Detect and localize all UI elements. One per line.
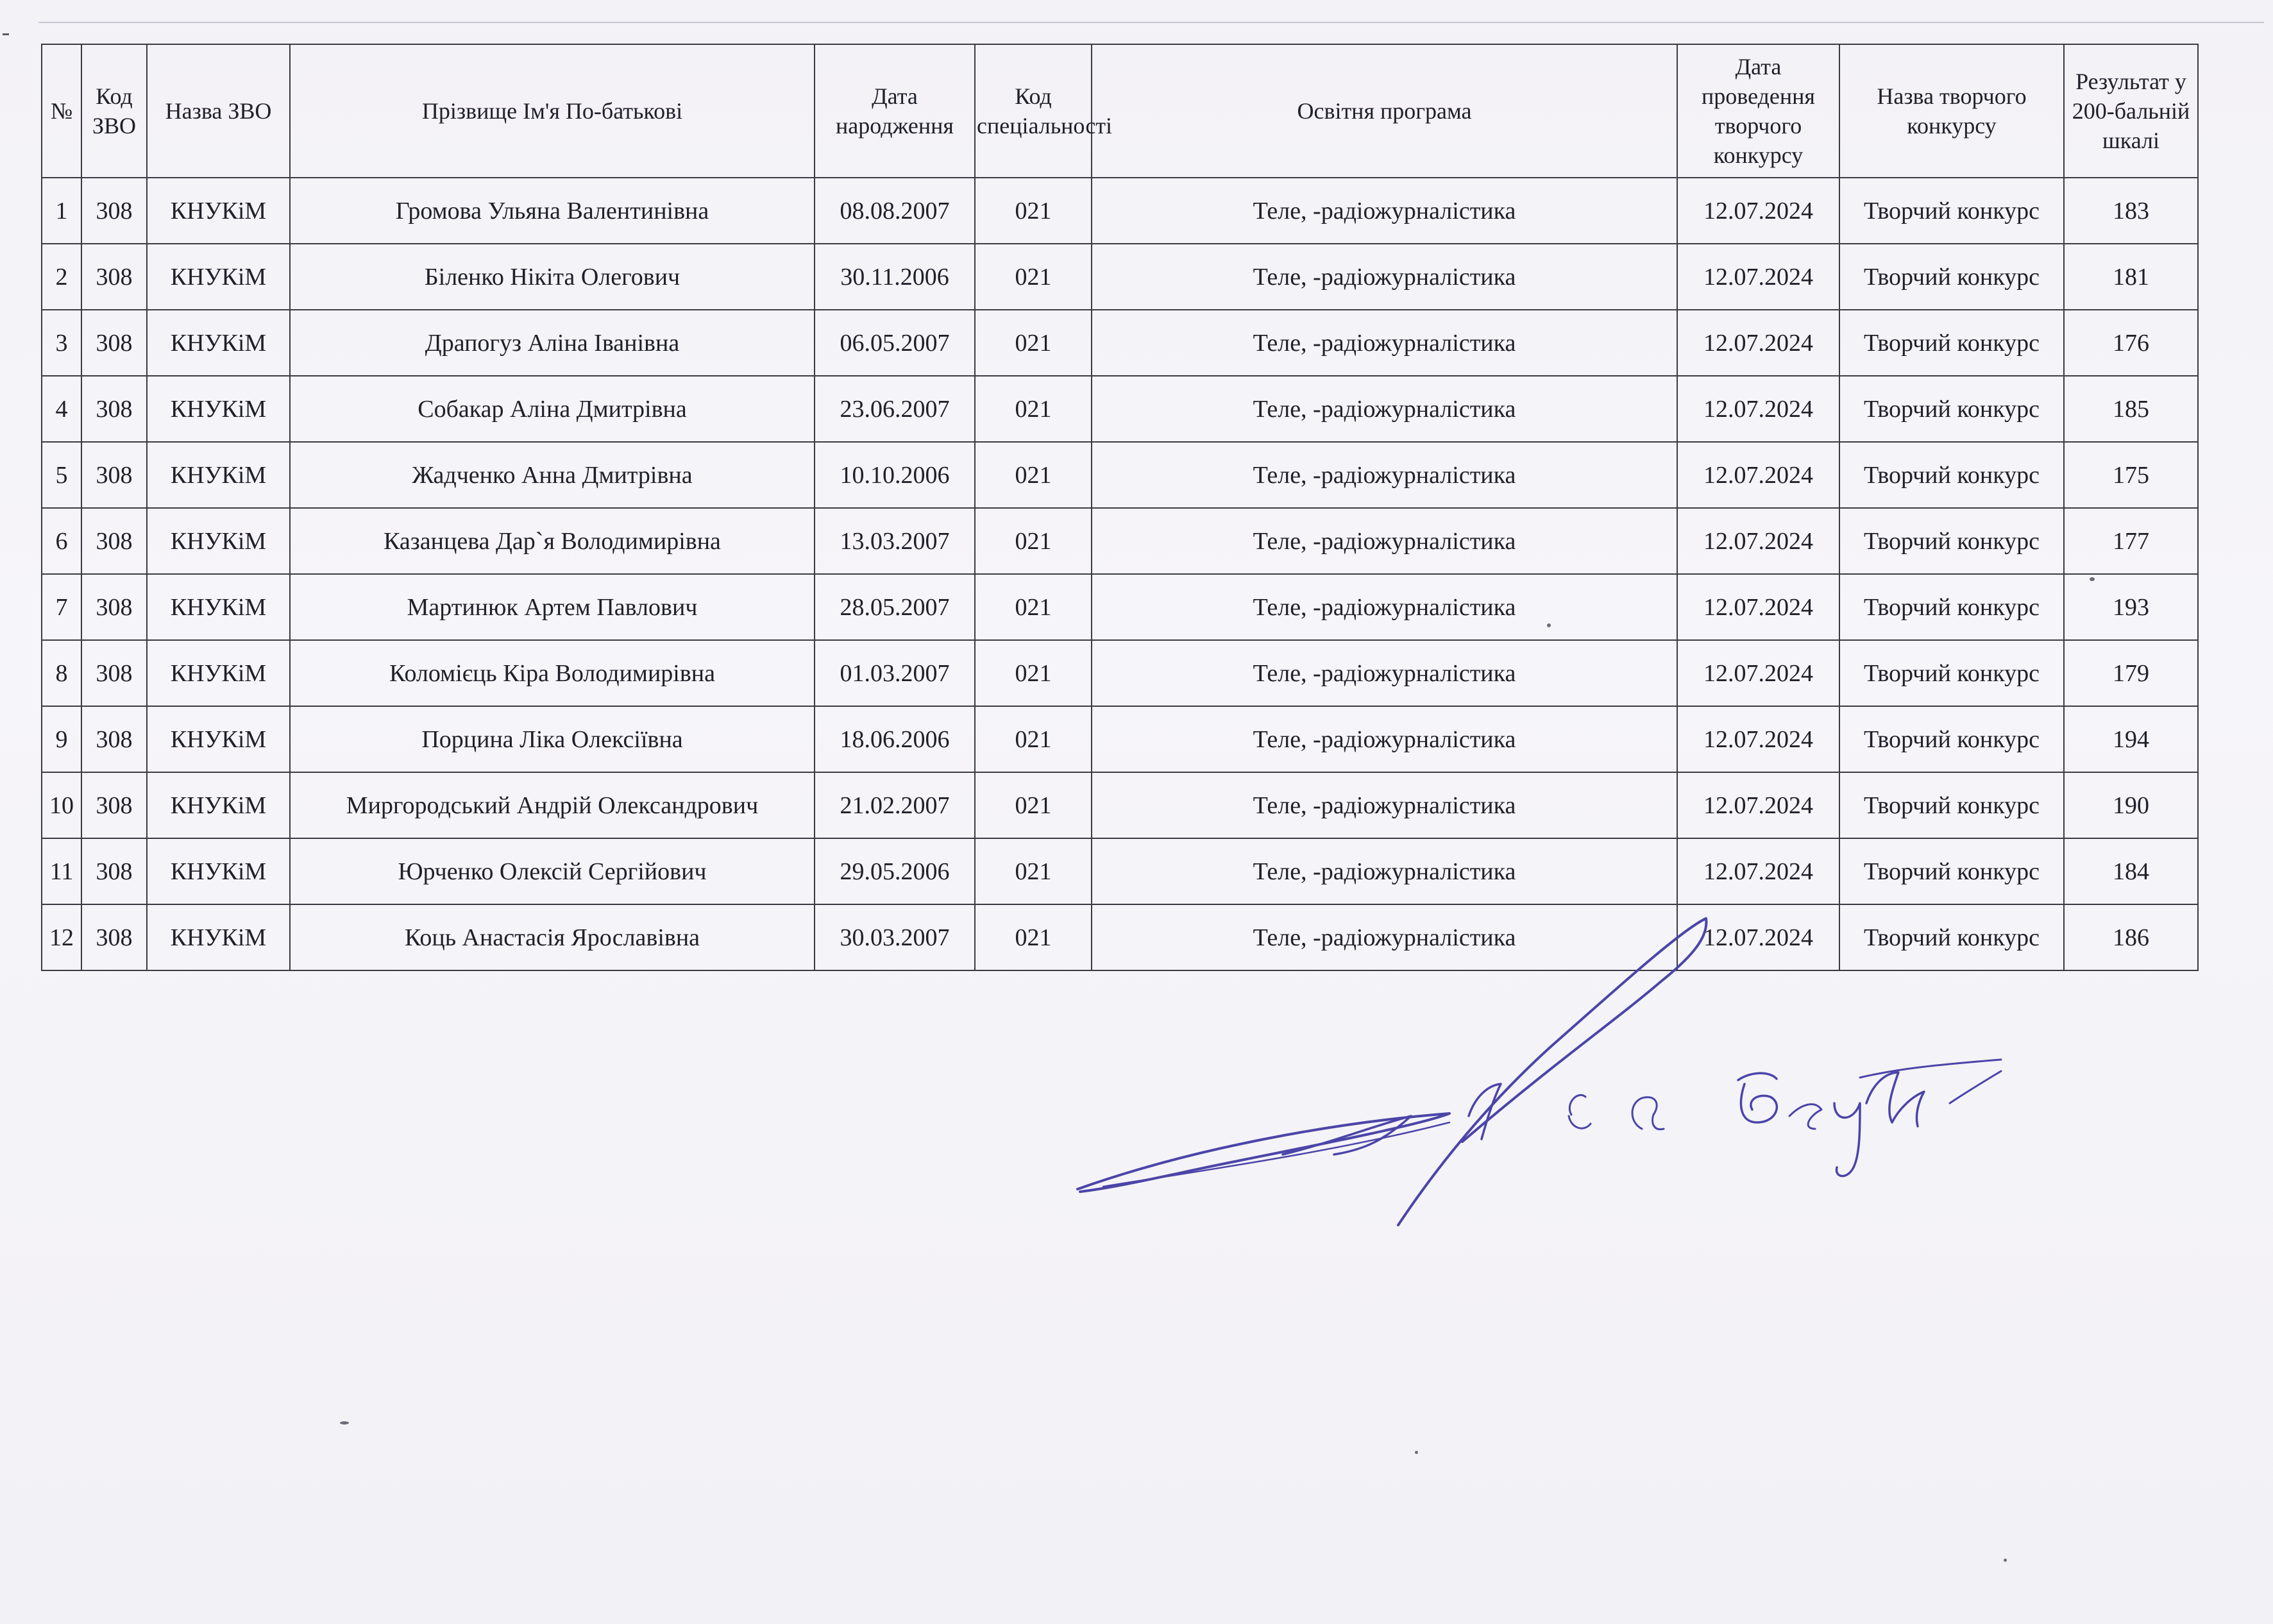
- header-specialty-code: Код спеціальності: [975, 44, 1092, 178]
- cell-institution-code: 308: [81, 640, 147, 706]
- cell-contest-name: Творчий конкурс: [1839, 442, 2064, 508]
- cell-score: 190: [2064, 772, 2198, 838]
- cell-institution-code: 308: [81, 574, 147, 640]
- cell-specialty-code: 021: [975, 706, 1092, 772]
- cell-contest-date: 12.07.2024: [1677, 376, 1839, 442]
- cell-institution-code: 308: [81, 442, 147, 508]
- cell-specialty-code: 021: [975, 772, 1092, 838]
- cell-contest-name: Творчий конкурс: [1839, 904, 2064, 970]
- cell-contest-date: 12.07.2024: [1677, 310, 1839, 376]
- cell-contest-date: 12.07.2024: [1677, 838, 1839, 904]
- cell-specialty-code: 021: [975, 244, 1092, 310]
- cell-birth-date: 06.05.2007: [815, 310, 975, 376]
- cell-institution-name: КНУКіМ: [147, 838, 290, 904]
- cell-institution-name: КНУКіМ: [147, 442, 290, 508]
- cell-institution-name: КНУКіМ: [147, 904, 290, 970]
- cell-number: 10: [42, 772, 81, 838]
- cell-contest-name: Творчий конкурс: [1839, 706, 2064, 772]
- cell-number: 1: [42, 178, 81, 244]
- table-header-row: [42, 44, 2198, 178]
- cell-institution-name: КНУКіМ: [147, 178, 290, 244]
- cell-contest-name: Творчий конкурс: [1839, 178, 2064, 244]
- header-institution-name: Назва ЗВО: [147, 44, 290, 178]
- cell-score: 184: [2064, 838, 2198, 904]
- cell-full-name: Драпогуз Аліна Іванівна: [290, 310, 815, 376]
- cell-contest-date: 12.07.2024: [1677, 772, 1839, 838]
- cell-institution-code: 308: [81, 706, 147, 772]
- table-row: [42, 640, 2198, 706]
- cell-score: 176: [2064, 310, 2198, 376]
- cell-institution-code: 308: [81, 310, 147, 376]
- cell-birth-date: 13.03.2007: [815, 508, 975, 574]
- cell-institution-name: КНУКіМ: [147, 244, 290, 310]
- cell-birth-date: 30.11.2006: [815, 244, 975, 310]
- cell-score: 175: [2064, 442, 2198, 508]
- table-row: [42, 706, 2198, 772]
- table-row: [42, 508, 2198, 574]
- cell-institution-name: КНУКіМ: [147, 772, 290, 838]
- cell-institution-code: 308: [81, 838, 147, 904]
- scan-speck: [340, 1421, 349, 1425]
- table-row: [42, 838, 2198, 904]
- scan-speck: [2004, 1559, 2007, 1562]
- cell-specialty-code: 021: [975, 310, 1092, 376]
- cell-specialty-code: 021: [975, 640, 1092, 706]
- cell-program: Теле, -радіожурналістика: [1092, 244, 1677, 310]
- cell-contest-date: 12.07.2024: [1677, 640, 1839, 706]
- cell-specialty-code: 021: [975, 574, 1092, 640]
- cell-institution-code: 308: [81, 508, 147, 574]
- cell-institution-code: 308: [81, 178, 147, 244]
- cell-specialty-code: 021: [975, 376, 1092, 442]
- cell-contest-date: 12.07.2024: [1677, 442, 1839, 508]
- cell-score: 177: [2064, 508, 2198, 574]
- cell-institution-code: 308: [81, 904, 147, 970]
- cell-specialty-code: 021: [975, 178, 1092, 244]
- cell-birth-date: 08.08.2007: [815, 178, 975, 244]
- cell-contest-name: Творчий конкурс: [1839, 376, 2064, 442]
- cell-program: Теле, -радіожурналістика: [1092, 178, 1677, 244]
- scan-speck: [1547, 623, 1551, 627]
- cell-number: 7: [42, 574, 81, 640]
- table-row: [42, 574, 2198, 640]
- cell-program: Теле, -радіожурналістика: [1092, 376, 1677, 442]
- cell-birth-date: 30.03.2007: [815, 904, 975, 970]
- cell-full-name: Порцина Ліка Олексіївна: [290, 706, 815, 772]
- cell-contest-name: Творчий конкурс: [1839, 574, 2064, 640]
- cell-contest-date: 12.07.2024: [1677, 178, 1839, 244]
- cell-institution-code: 308: [81, 772, 147, 838]
- header-contest-name: Назва творчого конкурсу: [1839, 44, 2064, 178]
- header-number: №: [42, 44, 81, 178]
- cell-number: 8: [42, 640, 81, 706]
- cell-institution-name: КНУКіМ: [147, 376, 290, 442]
- cell-program: Теле, -радіожурналістика: [1092, 508, 1677, 574]
- table-row: [42, 310, 2198, 376]
- cell-full-name: Миргородський Андрій Олександрович: [290, 772, 815, 838]
- results-table: [41, 44, 2199, 971]
- header-full-name: Прізвище Ім'я По-батькові: [290, 44, 815, 178]
- table-row: [42, 772, 2198, 838]
- cell-number: 11: [42, 838, 81, 904]
- cell-full-name: Мартинюк Артем Павлович: [290, 574, 815, 640]
- cell-contest-name: Творчий конкурс: [1839, 310, 2064, 376]
- cell-institution-name: КНУКіМ: [147, 706, 290, 772]
- cell-contest-name: Творчий конкурс: [1839, 640, 2064, 706]
- cell-number: 2: [42, 244, 81, 310]
- cell-contest-date: 12.07.2024: [1677, 706, 1839, 772]
- cell-specialty-code: 021: [975, 904, 1092, 970]
- cell-full-name: Громова Ульяна Валентинівна: [290, 178, 815, 244]
- cell-contest-name: Творчий конкурс: [1839, 508, 2064, 574]
- cell-specialty-code: 021: [975, 838, 1092, 904]
- table-row: [42, 244, 2198, 310]
- cell-full-name: Казанцева Дар`я Володимирівна: [290, 508, 815, 574]
- cell-institution-name: КНУКіМ: [147, 640, 290, 706]
- cell-number: 12: [42, 904, 81, 970]
- header-institution-code: Код ЗВО: [81, 44, 147, 178]
- cell-score: 193: [2064, 574, 2198, 640]
- cell-score: 185: [2064, 376, 2198, 442]
- results-table-container: [41, 44, 2199, 971]
- cell-full-name: Юрченко Олексій Сергійович: [290, 838, 815, 904]
- cell-number: 6: [42, 508, 81, 574]
- cell-birth-date: 29.05.2006: [815, 838, 975, 904]
- cell-program: Теле, -радіожурналістика: [1092, 442, 1677, 508]
- cell-score: 179: [2064, 640, 2198, 706]
- table-body: [42, 178, 2198, 970]
- cell-institution-name: КНУКіМ: [147, 310, 290, 376]
- cell-birth-date: 10.10.2006: [815, 442, 975, 508]
- cell-contest-date: 12.07.2024: [1677, 904, 1839, 970]
- cell-birth-date: 18.06.2006: [815, 706, 975, 772]
- cell-contest-name: Творчий конкурс: [1839, 838, 2064, 904]
- cell-program: Теле, -радіожурналістика: [1092, 706, 1677, 772]
- cell-program: Теле, -радіожурналістика: [1092, 574, 1677, 640]
- cell-number: 3: [42, 310, 81, 376]
- cell-contest-date: 12.07.2024: [1677, 574, 1839, 640]
- scan-edge-line: [38, 22, 2264, 23]
- cell-number: 5: [42, 442, 81, 508]
- cell-score: 194: [2064, 706, 2198, 772]
- cell-contest-name: Творчий конкурс: [1839, 244, 2064, 310]
- table-row: [42, 376, 2198, 442]
- signature-icon: [1065, 911, 2014, 1244]
- cell-program: Теле, -радіожурналістика: [1092, 838, 1677, 904]
- cell-score: 183: [2064, 178, 2198, 244]
- cell-institution-code: 308: [81, 376, 147, 442]
- cell-institution-name: КНУКіМ: [147, 508, 290, 574]
- cell-program: Теле, -радіожурналістика: [1092, 640, 1677, 706]
- cell-full-name: Собакар Аліна Дмитрівна: [290, 376, 815, 442]
- cell-specialty-code: 021: [975, 442, 1092, 508]
- cell-full-name: Коломієць Кіра Володимирівна: [290, 640, 815, 706]
- cell-score: 186: [2064, 904, 2198, 970]
- table-row: [42, 178, 2198, 244]
- scan-edge-mark: [3, 33, 9, 35]
- cell-birth-date: 28.05.2007: [815, 574, 975, 640]
- cell-full-name: Коць Анастасія Ярославівна: [290, 904, 815, 970]
- cell-institution-code: 308: [81, 244, 147, 310]
- cell-number: 9: [42, 706, 81, 772]
- cell-birth-date: 23.06.2007: [815, 376, 975, 442]
- cell-specialty-code: 021: [975, 508, 1092, 574]
- cell-birth-date: 01.03.2007: [815, 640, 975, 706]
- cell-number: 4: [42, 376, 81, 442]
- header-contest-date: Дата проведення творчого конкурсу: [1677, 44, 1839, 178]
- scan-speck: [2090, 577, 2095, 581]
- cell-score: 181: [2064, 244, 2198, 310]
- cell-contest-date: 12.07.2024: [1677, 508, 1839, 574]
- cell-contest-name: Творчий конкурс: [1839, 772, 2064, 838]
- cell-contest-date: 12.07.2024: [1677, 244, 1839, 310]
- table-row: [42, 442, 2198, 508]
- cell-program: Теле, -радіожурналістика: [1092, 310, 1677, 376]
- cell-full-name: Жадченко Анна Дмитрівна: [290, 442, 815, 508]
- cell-institution-name: КНУКіМ: [147, 574, 290, 640]
- cell-program: Теле, -радіожурналістика: [1092, 904, 1677, 970]
- header-birth-date: Дата народження: [815, 44, 975, 178]
- cell-program: Теле, -радіожурналістика: [1092, 772, 1677, 838]
- header-score: Результат у 200-бальній шкалі: [2064, 44, 2198, 178]
- cell-birth-date: 21.02.2007: [815, 772, 975, 838]
- cell-full-name: Біленко Нікіта Олегович: [290, 244, 815, 310]
- scan-speck: [1415, 1451, 1418, 1454]
- header-program: Освітня програма: [1092, 44, 1677, 178]
